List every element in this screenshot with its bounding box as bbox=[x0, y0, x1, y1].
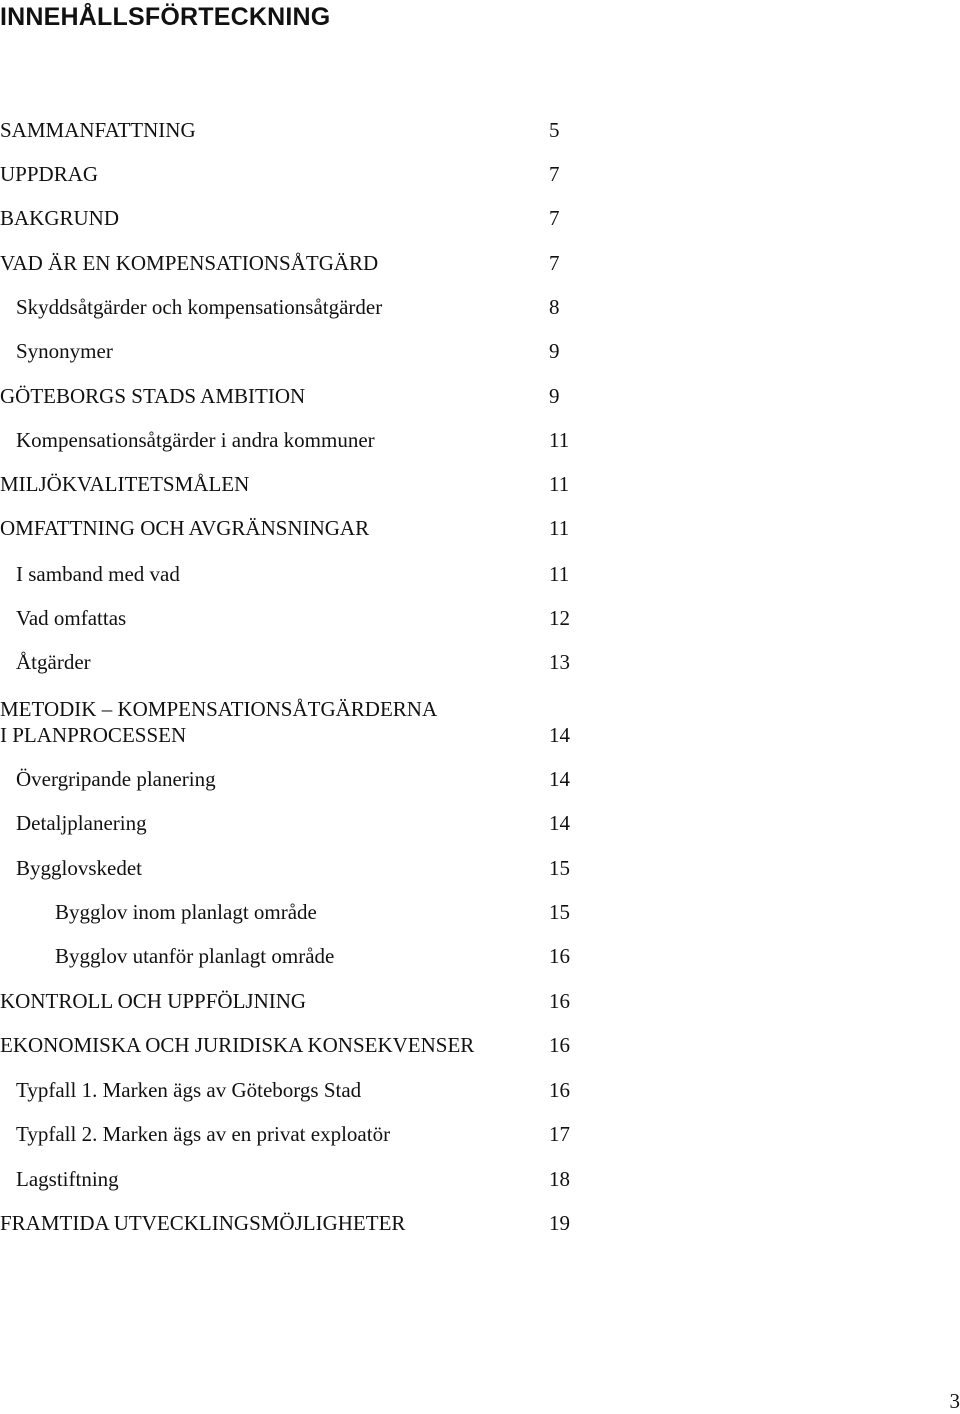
toc-entry-ekonomiska[interactable] bbox=[0, 1030, 620, 1060]
toc-entry-skyddsatgarder[interactable] bbox=[0, 292, 620, 322]
toc-entry-title: Lagstiftning bbox=[16, 1167, 119, 1191]
toc-entry-title: Bygglov utanför planlagt område bbox=[55, 944, 335, 968]
toc-entry-atgarder[interactable] bbox=[0, 647, 620, 677]
toc-entry-title: MILJÖKVALITETSMÅLEN bbox=[0, 472, 250, 496]
toc-entry-kontroll[interactable] bbox=[0, 986, 620, 1016]
toc-entry-title: Åtgärder bbox=[16, 650, 91, 674]
toc-entry-title: Detaljplanering bbox=[16, 811, 147, 835]
toc-entry-metodik[interactable] bbox=[0, 694, 620, 750]
toc-entry-detaljplanering[interactable] bbox=[0, 808, 620, 838]
toc-entry-goteborgs-stads-ambition[interactable] bbox=[0, 381, 620, 411]
toc-entry-page: 5 bbox=[549, 118, 560, 142]
toc-entry-page: 16 bbox=[549, 944, 570, 968]
toc-entry-title: Övergripande planering bbox=[16, 767, 216, 791]
toc-entry-omfattning[interactable] bbox=[0, 513, 620, 543]
toc-entry-framtida[interactable] bbox=[0, 1208, 620, 1238]
toc-entry-page: 15 bbox=[549, 900, 570, 924]
toc-entry-page: 16 bbox=[549, 989, 570, 1013]
toc-entry-page: 9 bbox=[549, 339, 560, 363]
toc-entry-title: Bygglov inom planlagt område bbox=[55, 900, 317, 924]
toc-entry-miljokvalitetsmalen[interactable] bbox=[0, 469, 620, 499]
toc-entry-page: 11 bbox=[549, 428, 570, 452]
toc-entry-page: 7 bbox=[549, 251, 560, 275]
toc-entry-title: BAKGRUND bbox=[0, 206, 120, 230]
toc-entry-title: Vad omfattas bbox=[16, 606, 127, 630]
page-number: 3 bbox=[949, 1389, 960, 1413]
toc-entry-page: 19 bbox=[549, 1211, 570, 1235]
toc-entry-page: 14 bbox=[549, 811, 570, 835]
toc-entry-page: 9 bbox=[549, 384, 560, 408]
toc-entry-page: 14 bbox=[549, 767, 570, 791]
toc-entry-title: I samband med vad bbox=[16, 562, 180, 586]
toc-entry-page: 12 bbox=[549, 606, 570, 630]
toc-entry-title: Typfall 1. Marken ägs av Göteborgs Stad bbox=[16, 1078, 362, 1102]
toc-entry-title: EKONOMISKA OCH JURIDISKA KONSEKVENSER bbox=[0, 1033, 475, 1057]
toc-entry-i-samband-med-vad[interactable] bbox=[0, 559, 620, 589]
toc-entry-page: 18 bbox=[549, 1167, 570, 1191]
toc-entry-page: 11 bbox=[549, 472, 570, 496]
toc-entry-title: OMFATTNING OCH AVGRÄNSNINGAR bbox=[0, 516, 370, 540]
toc-entry-title: FRAMTIDA UTVECKLINGSMÖJLIGHETER bbox=[0, 1211, 406, 1235]
toc-entry-title: Skyddsåtgärder och kompensationsåtgärder bbox=[16, 295, 383, 319]
toc-entry-uppdrag[interactable] bbox=[0, 159, 620, 189]
toc-entry-page: 13 bbox=[549, 650, 570, 674]
toc-entry-page: 8 bbox=[549, 295, 560, 319]
toc-entry-page: 14 bbox=[549, 723, 570, 747]
toc-entry-page: 11 bbox=[549, 562, 570, 586]
toc-entry-title: UPPDRAG bbox=[0, 162, 99, 186]
toc-entry-title: SAMMANFATTNING bbox=[0, 118, 196, 142]
toc-entry-title: GÖTEBORGS STADS AMBITION bbox=[0, 384, 306, 408]
toc-entry-title: METODIK – KOMPENSATIONSÅTGÄRDERNA I PLANPROCESSEN bbox=[0, 697, 438, 747]
toc-entry-vad-ar-en-kompensationsatgard[interactable] bbox=[0, 248, 620, 278]
toc-entry-page: 11 bbox=[549, 516, 570, 540]
toc-entry-bygglovskedet[interactable] bbox=[0, 853, 620, 883]
toc-entry-page: 7 bbox=[549, 206, 560, 230]
toc-entry-title: VAD ÄR EN KOMPENSATIONSÅTGÄRD bbox=[0, 251, 379, 275]
toc-entry-andra-kommuner[interactable] bbox=[0, 425, 620, 455]
toc-heading: INNEHÅLLSFÖRTECKNING bbox=[0, 3, 331, 31]
toc-entry-bakgrund[interactable] bbox=[0, 203, 620, 233]
toc-entry-bygglov-inom[interactable] bbox=[0, 897, 620, 927]
toc-entry-sammanfattning[interactable] bbox=[0, 115, 620, 145]
toc-entry-page: 7 bbox=[549, 162, 560, 186]
toc-entry-title: Kompensationsåtgärder i andra kommuner bbox=[16, 428, 375, 452]
toc-entry-vad-omfattas[interactable] bbox=[0, 603, 620, 633]
toc-entry-page: 15 bbox=[549, 856, 570, 880]
toc-entry-title: Synonymer bbox=[16, 339, 113, 363]
toc-entry-typfall-2[interactable] bbox=[0, 1119, 620, 1149]
toc-entry-overgripande-planering[interactable] bbox=[0, 764, 620, 794]
toc-entry-synonymer[interactable] bbox=[0, 336, 620, 366]
toc-entry-page: 16 bbox=[549, 1078, 570, 1102]
toc-entry-title: KONTROLL OCH UPPFÖLJNING bbox=[0, 989, 307, 1013]
toc-entry-bygglov-utanfor[interactable] bbox=[0, 941, 620, 971]
toc-entry-lagstiftning[interactable] bbox=[0, 1164, 620, 1194]
toc-entry-title: Bygglovskedet bbox=[16, 856, 142, 880]
toc-entry-page: 16 bbox=[549, 1033, 570, 1057]
toc-entry-title: Typfall 2. Marken ägs av en privat exploatör bbox=[16, 1122, 391, 1146]
toc-entry-typfall-1[interactable] bbox=[0, 1075, 620, 1105]
toc-entry-page: 17 bbox=[549, 1122, 570, 1146]
